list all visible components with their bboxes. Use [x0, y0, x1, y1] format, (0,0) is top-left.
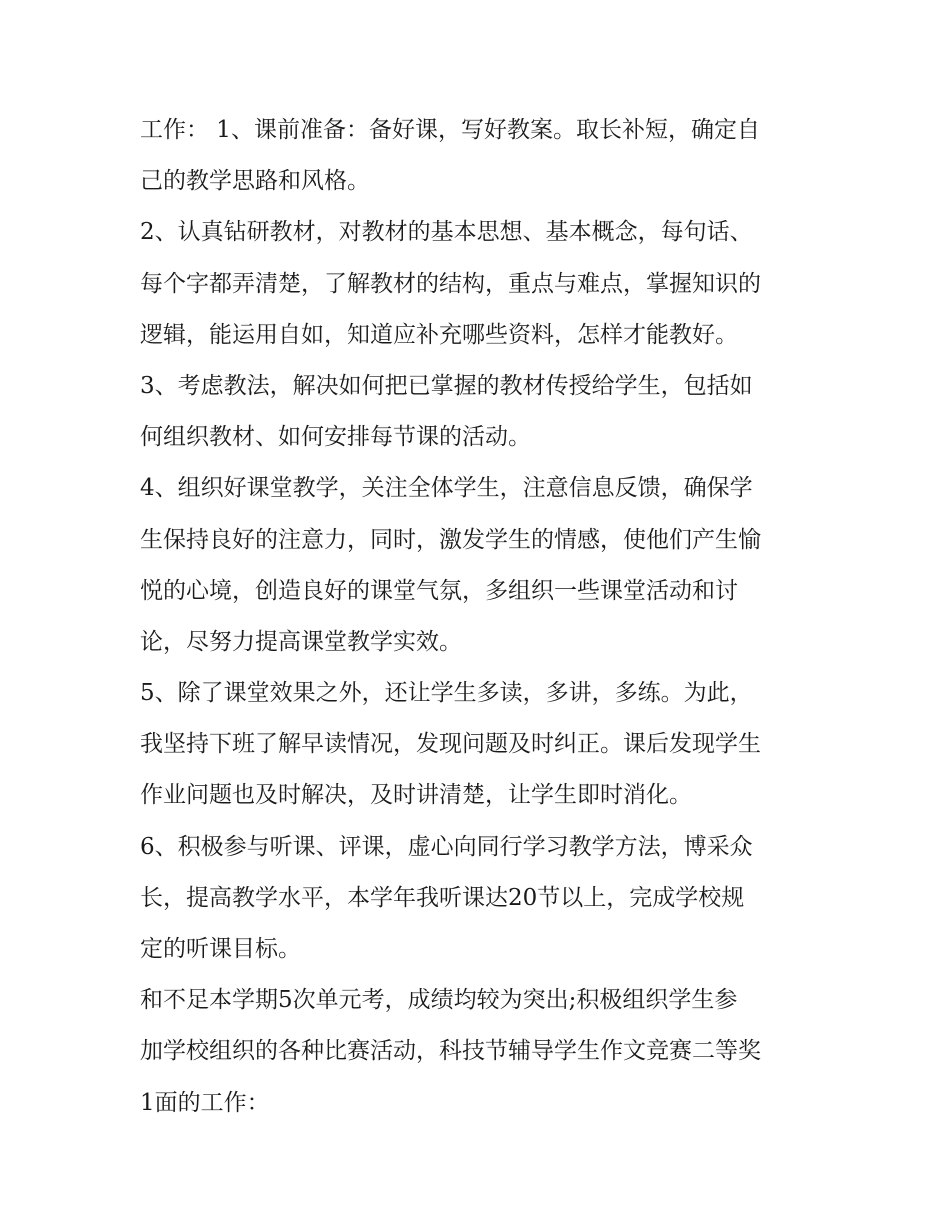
text-line: 论，尽努力提高课堂教学实效。: [140, 628, 462, 655]
text-line: 每个字都弄清楚，了解教材的结构，重点与难点，掌握知识的: [140, 270, 761, 297]
text-line: 长，提高教学水平，本学年我听课达20节以上，完成学校规: [140, 884, 745, 911]
text-line: 己的教学思路和风格。: [140, 168, 370, 195]
text-line: 6、积极参与听课、评课，虚心向同行学习教学方法，博采众: [140, 833, 753, 860]
text-line: 工作： 1、课前准备：备好课，写好教案。取长补短，确定自: [140, 117, 760, 143]
text-line: 作业问题也及时解决，及时讲清楚，让学生即时消化。: [140, 782, 692, 809]
text-line: 生保持良好的注意力，同时，激发学生的情感，使他们产生愉: [140, 526, 761, 553]
text-line: 3、考虑教法，解决如何把已掌握的教材传授给学生，包括如: [140, 372, 753, 399]
text-line: 4、组织好课堂教学，关注全体学生，注意信息反馈，确保学: [140, 475, 753, 502]
text-line: 5、除了课堂效果之外，还让学生多读，多讲，多练。为此，: [140, 680, 753, 707]
text-line: 我坚持下班了解早读情况，发现问题及时纠正。课后发现学生: [140, 731, 761, 758]
text-line: 悦的心境，创造良好的课堂气氛，多组织一些课堂活动和讨: [140, 577, 738, 604]
text-line: 何组织教材、如何安排每节课的活动。: [140, 424, 531, 451]
document-page: [140, 105, 816, 1129]
text-line: 加学校组织的各种比赛活动，科技节辅导学生作文竞赛二等奖: [140, 1038, 761, 1065]
text-line: 定的听课目标。: [140, 936, 301, 962]
text-line: 和不足本学期5次单元考，成绩均较为突出;积极组织学生参: [140, 987, 738, 1014]
text-line: 1面的工作：: [140, 1089, 270, 1116]
text-line: 2、认真钻研教材，对教材的基本思想、基本概念，每句话、: [140, 219, 753, 246]
text-line: 逻辑，能运用自如，知道应补充哪些资料，怎样才能教好。: [140, 321, 738, 348]
